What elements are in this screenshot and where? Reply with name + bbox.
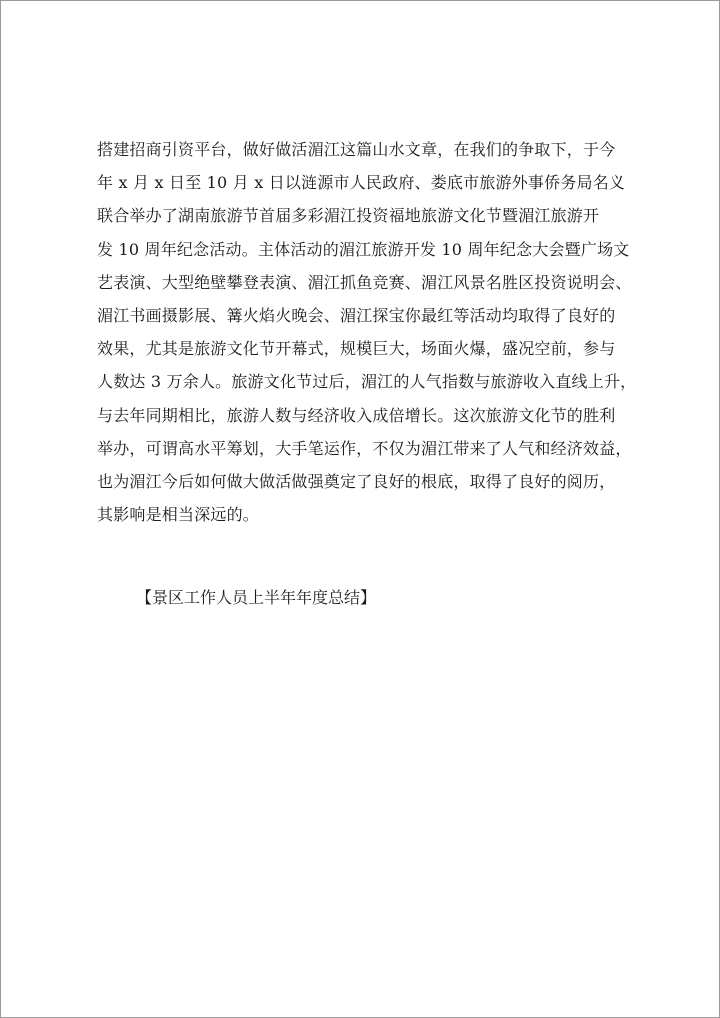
body-line: 其影响是相当深远的。 xyxy=(97,505,260,525)
body-line: 人数达 3 万余人。旅游文化节过后，湄江的人气指数与旅游收入直线上升， xyxy=(97,372,637,392)
body-line: 联合举办了湖南旅游节首届多彩湄江投资福地旅游文化节暨湄江旅游开 xyxy=(97,206,600,226)
body-line: 效果，尤其是旅游文化节开幕式，规模巨大，场面火爆，盛况空前，参与 xyxy=(97,339,616,359)
body-line: 与去年同期相比，旅游人数与经济收入成倍增长。这次旅游文化节的胜利 xyxy=(97,405,616,425)
body-line: 湄江书画摄影展、篝火焰火晚会、湄江探宝你最红等活动均取得了良好的 xyxy=(97,305,616,325)
body-line: 发 10 周年纪念活动。主体活动的湄江旅游开发 10 周年纪念大会暨广场文 xyxy=(97,239,630,259)
body-line: 艺表演、大型绝壁攀登表演、湄江抓鱼竞赛、湄江风景名胜区投资说明会、 xyxy=(97,272,632,292)
body-line: 年 x 月 x 日至 10 月 x 日以涟源市人民政府、娄底市旅游外事侨务局名义 xyxy=(97,173,626,193)
body-text xyxy=(97,133,657,531)
body-line: 举办，可谓高水平筹划，大手笔运作，不仅为湄江带来了人气和经济效益， xyxy=(97,438,632,458)
body-line: 搭建招商引资平台，做好做活湄江这篇山水文章，在我们的争取下，于今 xyxy=(97,140,616,159)
body-line: 也为湄江今后如何做大做活做强奠定了良好的根底，取得了良好的阅历， xyxy=(97,471,616,491)
section-heading: 【景区工作人员上半年年度总结】 xyxy=(136,588,377,607)
